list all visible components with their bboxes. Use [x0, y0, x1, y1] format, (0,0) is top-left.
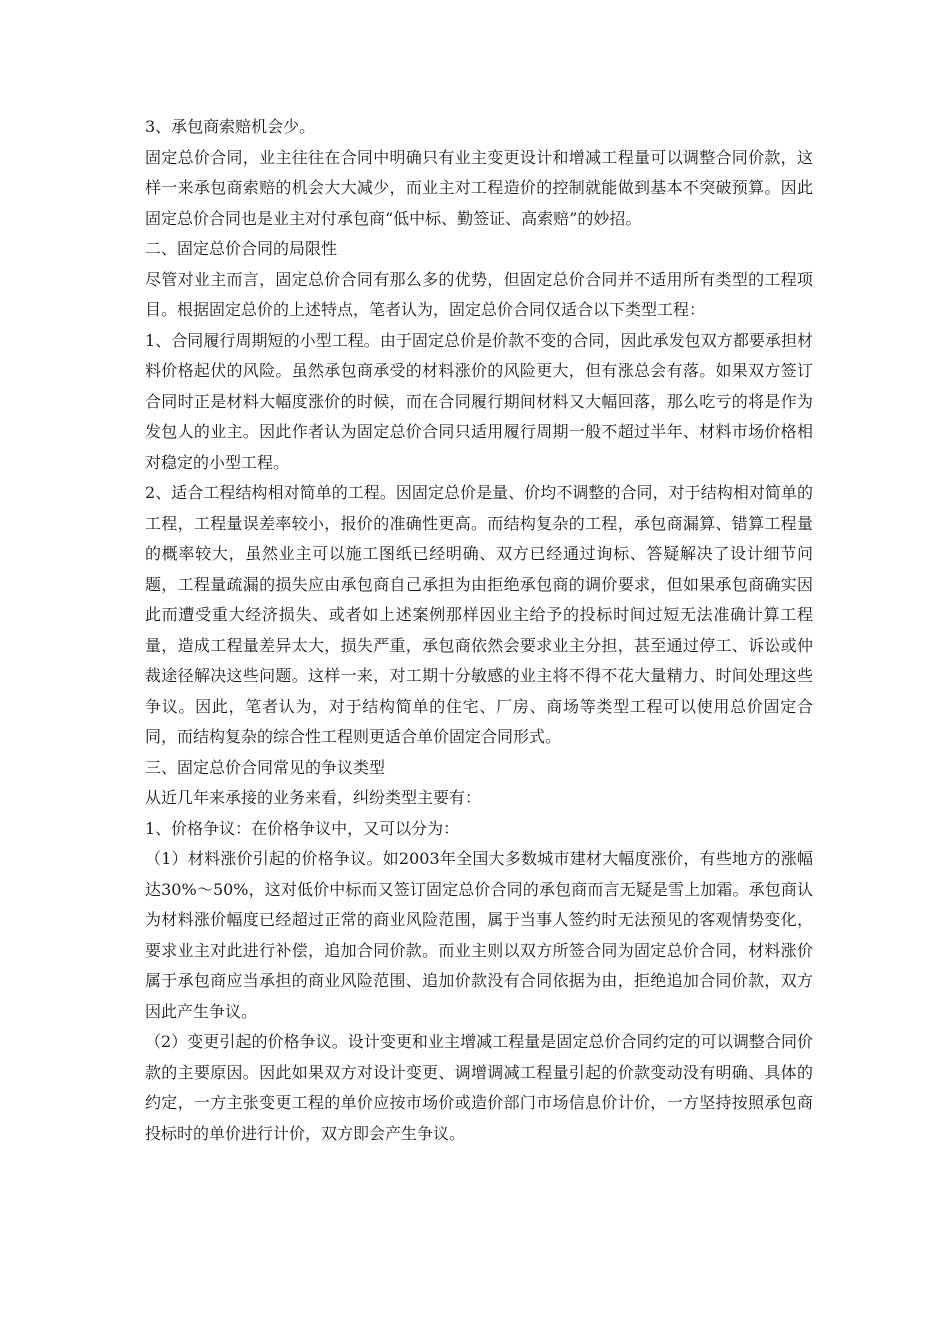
- body-paragraph: 1、合同履行周期短的小型工程。由于固定总价是价款不变的合同，因此承发包双方都要承担材料价格起伏的风险。虽然承包商承受的材料涨价的风险更大，但有涨总会有落。如果双方签订合同时正是材料大幅度涨价的时候，而在合同履行期间材料又大幅回落，那么吃亏的将是作为发包人的业主。因此作者认为固定总价合同只适用履行周期一般不超过半年、材料市场价格相对稳定的小型工程。: [145, 330, 813, 472]
- section-heading: 二、固定总价合同的局限性: [145, 239, 338, 258]
- body-paragraph: 固定总价合同，业主往往在合同中明确只有业主变更设计和增减工程量可以调整合同价款，这样一来承包商索赔的机会大大减少，而业主对工程造价的控制就能做到基本不突破预算。因此固定总价合同也是业主对付承包商“低中标、勤签证、高索赔”的妙招。: [145, 147, 813, 228]
- section-heading: 三、固定总价合同常见的争议类型: [145, 757, 386, 777]
- list-item-heading: 1、价格争议：在价格争议中，又可以分为：: [145, 818, 460, 838]
- body-paragraph: 2、适合工程结构相对简单的工程。因固定总价是量、价均不调整的合同，对于结构相对简单的工程，工程量误差率较小，报价的准确性更高。而结构复杂的工程，承包商漏算、错算工程量的概率较大，虽然业主可以施工图纸已经明确、双方已经通过询标、答疑解决了设计细节问题，工程量疏漏的损失应由承包商自己承担为由拒绝承包商的调价要求，但如果承包商确实因此而遭受重大经济损失、或者如上述案例那样因业主给予的投标时间过短无法准确计算工程量，造成工程量差异太大，损失严重，承包商依然会要求业主分担，甚至通过停工、诉讼或仲裁途径解决这些问题。这样一来，对工期十分敏感的业主将不得不花大量精力、时间处理这些争议。因此，笔者认为，对于结构简单的住宅、厂房、商场等类型工程可以使用总价固定合同，而结构复杂的综合性工程则更适合单价固定合同形式。: [145, 483, 813, 746]
- body-paragraph: （1）材料涨价引起的价格争议。如2003年全国大多数城市建材大幅度涨价，有些地方的涨幅达30%～50%，这对低价中标而又签订固定总价合同的承包商而言无疑是雪上加霜。承包商认为材料涨价幅度已经超过正常的商业风险范围，属于当事人签约时无法预见的客观情势变化，要求业主对此进行补偿，追加合同价款。而业主则以双方所签合同为固定总价合同，材料涨价属于承包商应当承担的商业风险范围、追加价款没有合同依据为由，拒绝追加合同价款，双方因此产生争议。: [145, 849, 813, 1021]
- body-paragraph: 尽管对业主而言，固定总价合同有那么多的优势，但固定总价合同并不适用所有类型的工程项目。根据固定总价的上述特点，笔者认为，固定总价合同仅适合以下类型工程：: [145, 269, 813, 319]
- body-paragraph: （2）变更引起的价格争议。设计变更和业主增减工程量是固定总价合同约定的可以调整合同价款的主要原因。因此如果双方对设计变更、调增调减工程量引起的价款变动没有明确、具体的约定，一方主张变更工程的单价应按市场价或造价部门市场信息价计价，一方坚持按照承包商投标时的单价进行计价，双方即会产生争议。: [145, 1032, 813, 1143]
- document-body: [145, 112, 813, 1149]
- body-paragraph: 从近几年来承接的业务来看，纠纷类型主要有：: [145, 788, 482, 807]
- list-item-heading: 3、承包商索赔机会少。: [145, 117, 316, 136]
